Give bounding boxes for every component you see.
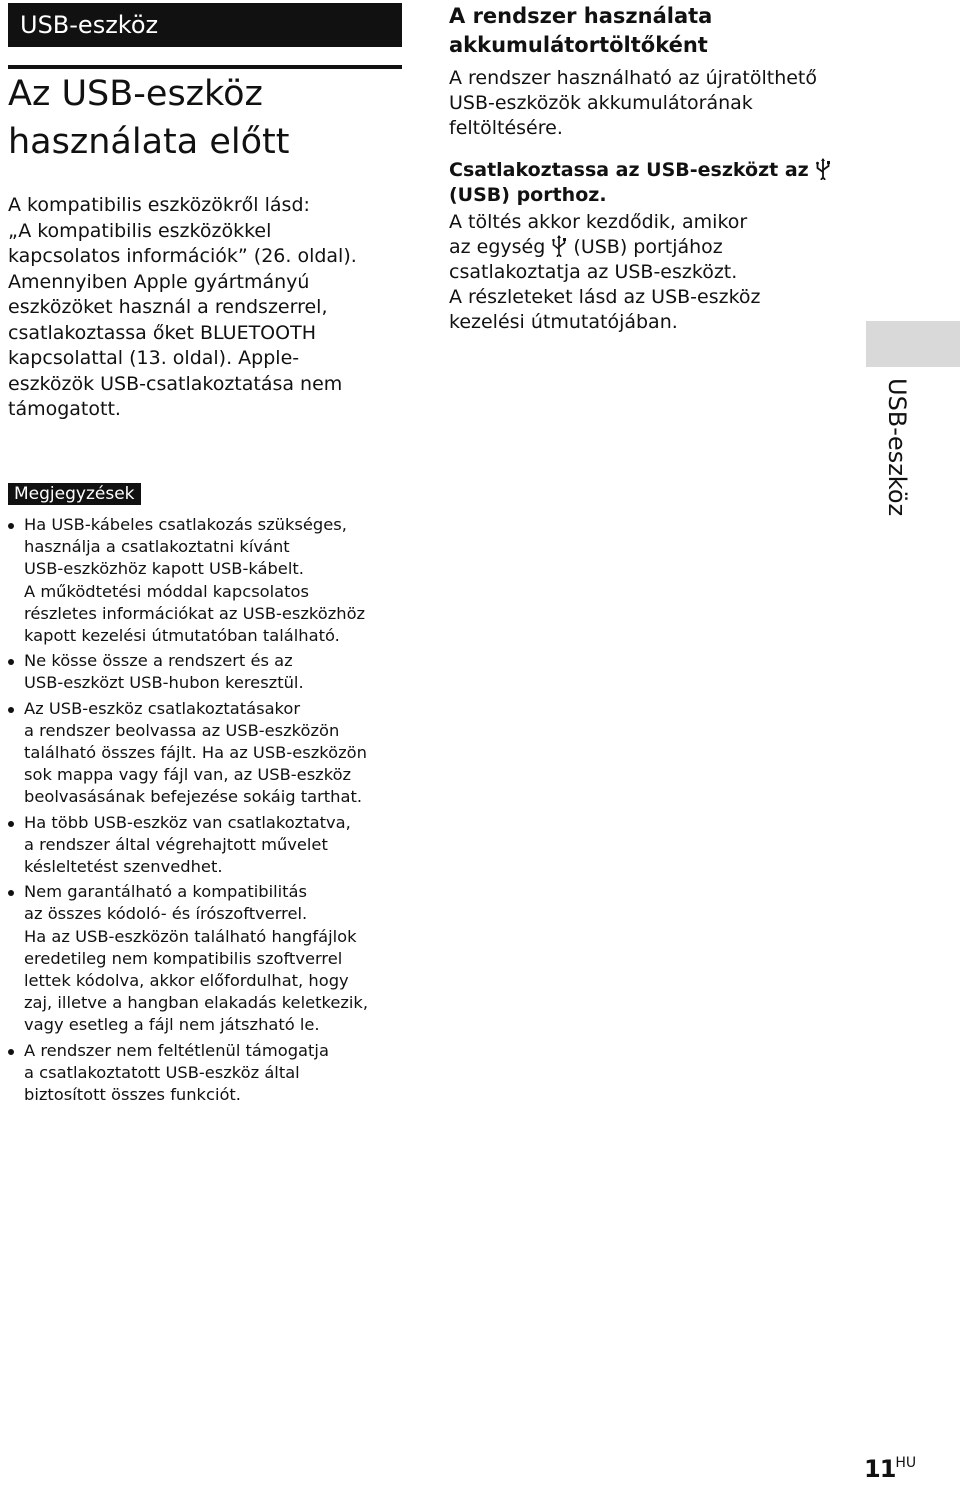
intro-line: A kompatibilis eszközökről lásd: — [8, 194, 310, 216]
note-line: kapott kezelési útmutatóban található. — [24, 626, 340, 646]
usb-trident-icon — [551, 235, 567, 257]
step-body-line — [449, 235, 849, 260]
page-language: HU — [895, 1455, 917, 1471]
section-header: USB-eszköz — [8, 3, 402, 47]
note-line: késleltetést szenvedhet. — [24, 857, 223, 877]
note-line: sok mappa vagy fájl van, az USB-eszköz — [24, 765, 352, 785]
note-line: biztosított összes funkciót. — [24, 1085, 241, 1105]
intro-line: kapcsolattal (13. oldal). Apple- — [8, 347, 300, 369]
intro-line: eszközöket használ a rendszerrel, — [8, 296, 328, 318]
intro-text — [8, 193, 402, 423]
title-line-2: használata előtt — [8, 122, 290, 162]
step-body-after-icon: (USB) portjához — [573, 236, 723, 258]
notes-label: Megjegyzések — [8, 483, 141, 505]
intro-line: kapcsolatos információk” (26. oldal). — [8, 245, 357, 267]
charging-heading-line-1: A rendszer használata — [449, 4, 713, 28]
note-line: A működtetési móddal kapcsolatos — [24, 581, 309, 601]
note-item — [8, 812, 400, 879]
charging-body-line: USB-eszközök akkumulátorának — [449, 92, 753, 114]
page-title — [8, 70, 402, 166]
step-text-before-icon: Csatlakoztassa az USB-eszközt az — [449, 159, 809, 181]
intro-line: támogatott. — [8, 398, 121, 420]
note-line: részletes információkat az USB-eszközhöz — [24, 603, 366, 623]
usb-trident-icon — [815, 158, 831, 180]
note-item — [8, 514, 400, 647]
side-tab-label: USB-eszköz — [883, 378, 911, 517]
step-body-line: A részleteket lásd az USB-eszköz — [449, 286, 761, 308]
step-body-line: A töltés akkor kezdődik, amikor — [449, 211, 748, 233]
side-tab — [866, 321, 960, 367]
charging-heading — [449, 2, 849, 60]
note-line: használja a csatlakoztatni kívánt — [24, 537, 290, 557]
note-line: a rendszer által végrehajtott művelet — [24, 834, 328, 854]
page-number-value: 11 — [864, 1455, 896, 1483]
note-line: Ha az USB-eszközön található hangfájlok — [24, 926, 357, 946]
note-line: az összes kódoló- és írószoftverrel. — [24, 904, 308, 924]
note-item — [8, 698, 400, 809]
charging-step — [449, 158, 849, 208]
note-item — [8, 881, 400, 1036]
intro-line: eszközök USB-csatlakoztatása nem — [8, 372, 343, 395]
page-number — [864, 1455, 916, 1483]
note-line: a rendszer beolvassa az USB-eszközön — [24, 720, 340, 740]
note-line: Ha több USB-eszköz van csatlakoztatva, — [24, 812, 351, 832]
note-line: található összes fájlt. Ha az USB-eszközön — [24, 743, 367, 763]
notes-list — [8, 514, 400, 1109]
note-line: A rendszer nem feltétlenül támogatja — [24, 1040, 329, 1060]
note-line: vagy esetleg a fájl nem játszható le. — [24, 1015, 320, 1035]
note-line: Az USB-eszköz csatlakoztatásakor — [24, 698, 301, 718]
note-item — [8, 650, 400, 694]
step-body-line: kezelési útmutatójában. — [449, 311, 678, 333]
step-text-after-icon: (USB) porthoz. — [449, 184, 607, 206]
intro-line: „A kompatibilis eszközökkel — [8, 219, 272, 242]
note-line: lettek kódolva, akkor előfordulhat, hogy — [24, 971, 349, 991]
note-line: beolvasásának befejezése sokáig tarthat. — [24, 787, 363, 807]
note-line: a csatlakoztatott USB-eszköz által — [24, 1062, 300, 1082]
step-body-before-icon: az egység — [449, 236, 546, 258]
intro-line: csatlakoztassa őket BLUETOOTH — [8, 321, 316, 344]
note-line: Nem garantálható a kompatibilitás — [24, 882, 308, 902]
note-line: Ha USB-kábeles csatlakozás szükséges, — [24, 515, 347, 534]
note-line: zaj, illetve a hangban elakadás keletkezik, — [24, 993, 369, 1013]
note-line: USB-eszközhöz kapott USB-kábelt. — [24, 559, 304, 579]
charging-heading-line-2: akkumulátortöltőként — [449, 33, 708, 57]
charging-body — [449, 66, 849, 141]
title-rule — [8, 65, 402, 69]
title-line-1: Az USB-eszköz — [8, 74, 263, 114]
note-line: USB-eszközt USB-hubon keresztül. — [24, 673, 304, 693]
note-line: eredetileg nem kompatibilis szoftverrel — [24, 948, 343, 968]
step-body-line: csatlakoztatja az USB-eszközt. — [449, 261, 738, 283]
note-item — [8, 1040, 400, 1107]
charging-step-body — [449, 210, 849, 335]
intro-line: Amennyiben Apple gyártmányú — [8, 270, 310, 293]
charging-body-line: feltöltésére. — [449, 117, 563, 139]
charging-body-line: A rendszer használható az újratölthető — [449, 67, 817, 89]
note-line: Ne kösse össze a rendszert és az — [24, 651, 293, 671]
